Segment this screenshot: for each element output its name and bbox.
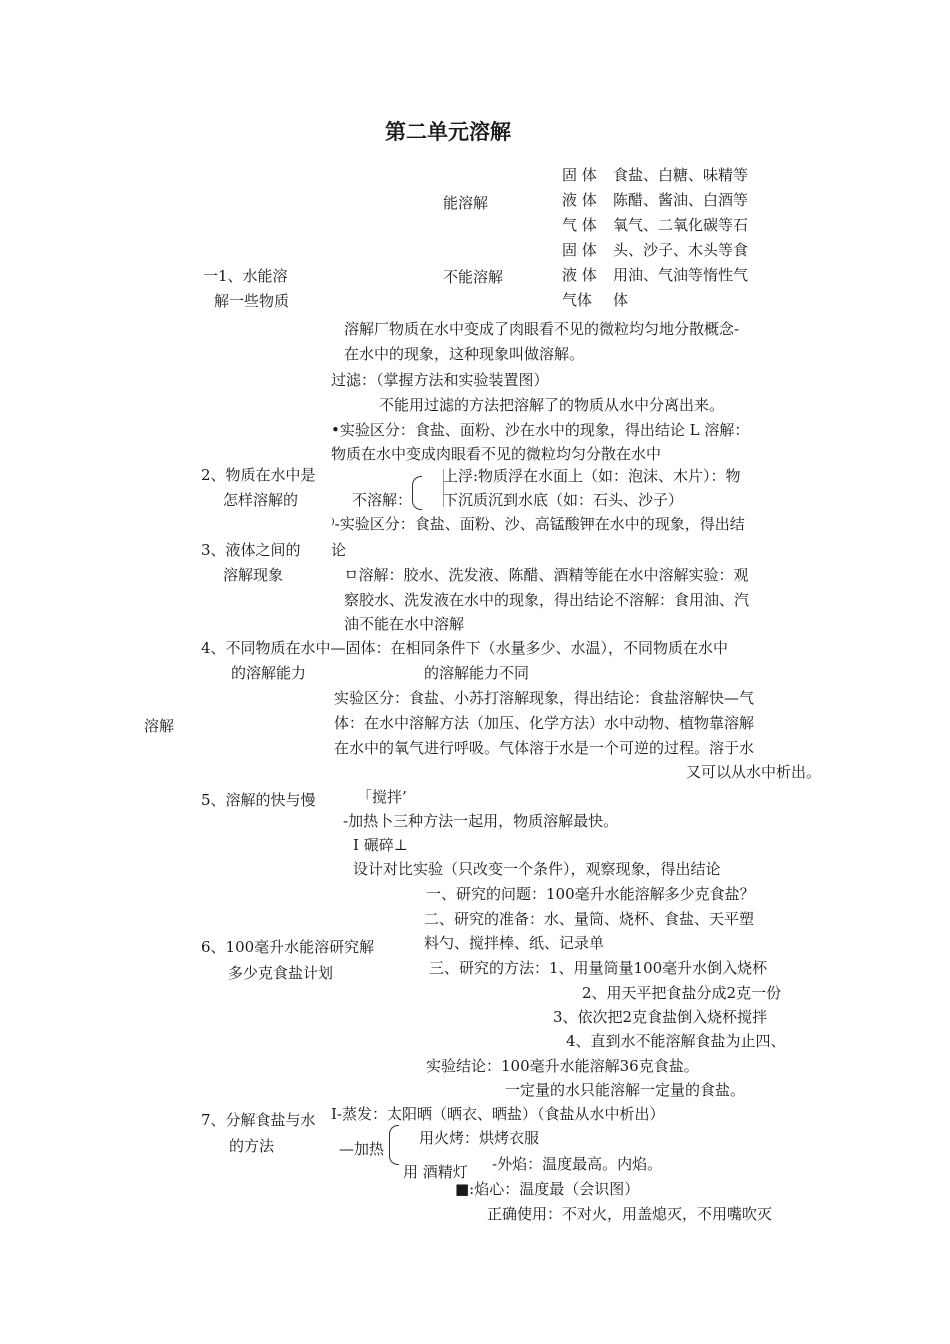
section-1-heading: 解一些物质 xyxy=(214,292,290,310)
section-2-heading: 2、物质在水中是 xyxy=(201,466,316,484)
left-margin-label: 溶解 xyxy=(144,717,175,735)
state-items: 氧气、二氧化碳等石 xyxy=(613,216,749,234)
experiment-conclusion: 实验结论：100毫升水能溶解36克食盐。 xyxy=(426,1057,699,1075)
correct-usage: 正确使用：不对火，用盖熄灭，不用嘴吹灭 xyxy=(487,1205,773,1223)
gas-dissolve-text: 又可以从水中析出。 xyxy=(686,763,822,781)
liquid-dissolve-text: 油不能在水中溶解 xyxy=(344,615,465,633)
page-title: 第二单元溶解 xyxy=(385,120,511,144)
evaporation-method: I-蒸发：太阳晒（晒衣、晒盐）（食盐从水中析出） xyxy=(331,1105,665,1123)
sink-text: 下沉质沉到水底（如：石头、沙子） xyxy=(443,491,684,509)
design-experiment: 设计对比实验（只改变一个条件），观察现象，得出结论 xyxy=(353,860,721,878)
heat-method: -加热卜三种方法一起用，物质溶解最快。 xyxy=(343,812,619,830)
float-text: 上浮:物质浮在水面上（如：泡沫、木片）：物 xyxy=(443,467,741,485)
solid-ability-text: 的溶解能力不同 xyxy=(424,664,530,682)
gas-dissolve-text: 体：在水中溶解方法（加压、化学方法）水中动物、植物靠溶解 xyxy=(334,714,755,732)
filter-note: 过滤：（掌握方法和实验装置图） xyxy=(331,371,549,389)
state-items: 陈醋、酱油、白酒等 xyxy=(613,191,749,209)
dissolve-concept: 溶解厂物质在水中变成了肉眼看不见的微粒均匀地分散概念- xyxy=(344,320,740,338)
heating-label: —加热 xyxy=(339,1140,385,1158)
experiment-note: •实验区分：食盐、面粉、沙在水中的现象，得出结论 L 溶解： xyxy=(331,421,750,439)
stir-method: 「搅拌’ xyxy=(357,788,407,806)
section-4-heading: 的溶解能力 xyxy=(231,664,307,682)
research-method: 2、用天平把食盐分成2克一份 xyxy=(582,984,782,1002)
state-label: 液 体 xyxy=(562,266,597,284)
research-method: 4、直到水不能溶解食盐为止四、 xyxy=(566,1032,786,1050)
state-items: 食盐、白糖、味精等 xyxy=(613,166,749,184)
section-2-heading: 怎样溶解的 xyxy=(223,491,299,509)
experiment-note: 论 xyxy=(331,541,347,559)
filter-note: 不能用过滤的方法把溶解了的物质从水中分离出来。 xyxy=(379,396,725,414)
research-question: 一、研究的问题：100毫升水能溶解多少克食盐？ xyxy=(426,885,755,903)
gas-dissolve-text: 实验区分：食盐、小苏打溶解现象，得出结论：食盐溶解快—气 xyxy=(334,689,755,707)
section-6-heading: 多少克食盐计划 xyxy=(228,964,334,982)
section-7-heading: 7、分解食盐与水 xyxy=(201,1111,316,1129)
flame-core: ■:焰心：温度最（会识图） xyxy=(455,1180,640,1198)
gas-dissolve-text: 在水中的氧气进行呼吸。气体溶于水是一个可逆的过程。溶于水 xyxy=(334,739,755,757)
section-3-heading: 3、液体之间的 xyxy=(201,541,301,559)
state-items: 用油、气油等惰性气 xyxy=(613,266,749,284)
section-6-heading: 6、100毫升水能溶研究解 xyxy=(201,938,375,956)
outer-flame: -外焰：温度最高。内焰。 xyxy=(492,1155,663,1173)
state-label: 液 体 xyxy=(562,191,597,209)
research-prep: 二、研究的准备：水、量筒、烧杯、食盐、天平塑 xyxy=(424,910,755,928)
state-label: 气体 xyxy=(562,291,593,309)
section-5-heading: 5、溶解的快与慢 xyxy=(201,791,316,809)
state-items: 头、沙子、木头等食 xyxy=(613,241,749,259)
state-label: 固 体 xyxy=(562,166,597,184)
dissolve-concept: 在水中的现象，这种现象叫做溶解。 xyxy=(344,345,585,363)
experiment-conclusion: 一定量的水只能溶解一定量的食盐。 xyxy=(505,1081,746,1099)
state-items: 体 xyxy=(613,291,629,309)
can-dissolve-label: 能溶解 xyxy=(443,194,489,212)
liquid-dissolve-text: 察胶水、洗发液在水中的现象，得出结论不溶解：食用油、汽 xyxy=(344,591,750,609)
section-1-heading: 一1、水能溶 xyxy=(203,267,288,285)
section-4-heading: 4、不同物质在水中—固体：在相同条件下（水量多少、水温），不同物质在水中 xyxy=(201,639,729,657)
research-method: 三、研究的方法：1、用量筒量100毫升水倒入烧杯 xyxy=(429,959,768,977)
crush-method: I 碾碎⊥ xyxy=(353,836,408,854)
insoluble-brace xyxy=(412,476,422,510)
alcohol-lamp: 用 酒精灯 xyxy=(403,1163,468,1181)
research-method: 3、依次把2克食盐倒入烧杯搅拌 xyxy=(553,1008,768,1026)
fire-bake: 用火烤：烘烤衣服 xyxy=(419,1129,540,1147)
state-label: 气 体 xyxy=(562,216,597,234)
experiment-note: 物质在水中变成肉眼看不见的微粒均匀分散在水中 xyxy=(331,445,662,463)
section-3-heading: 溶解现象 xyxy=(223,566,284,584)
research-prep: 料勺、搅拌棒、纸、记录单 xyxy=(424,934,605,952)
state-label: 固 体 xyxy=(562,241,597,259)
cannot-dissolve-label: 不能溶解 xyxy=(443,268,504,286)
liquid-dissolve-text: ㅁ溶解：胶水、洗发液、陈醋、酒精等能在水中溶解实验：观 xyxy=(344,566,749,584)
insoluble-label: 不溶解： xyxy=(352,491,413,509)
heating-brace xyxy=(389,1125,399,1165)
section-7-heading: 的方法 xyxy=(229,1137,275,1155)
experiment-note: ⁾-实验区分：食盐、面粉、沙、高锰酸钾在水中的现象，得出结 xyxy=(331,515,745,533)
